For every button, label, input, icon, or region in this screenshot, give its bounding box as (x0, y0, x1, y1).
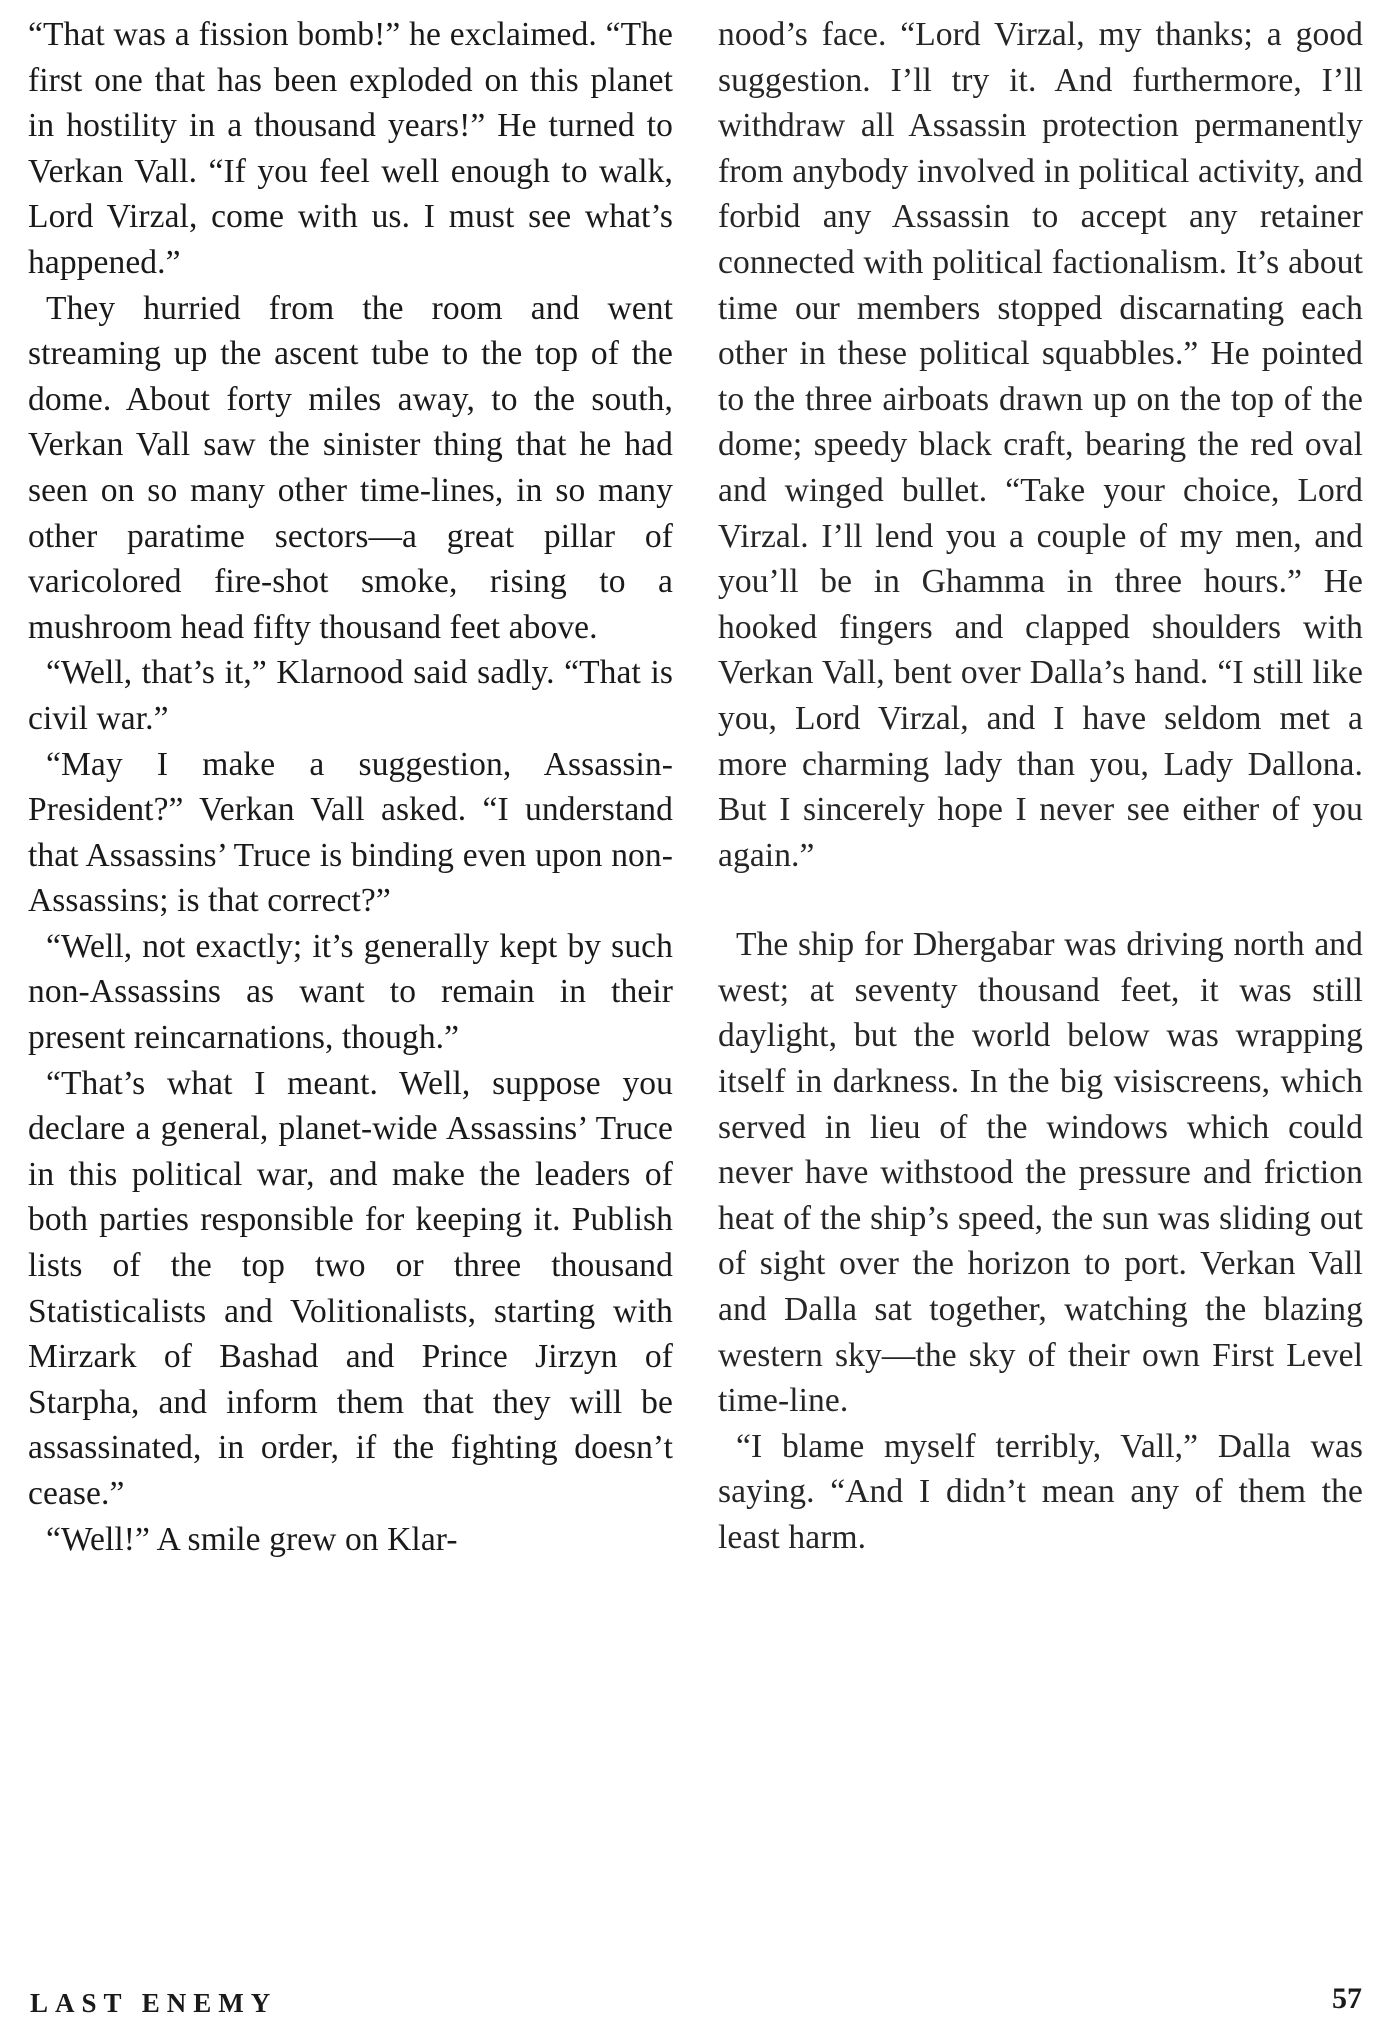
paragraph: “I blame myself terribly, Vall,” Dalla was saying. “And I didn’t mean any of them the least harm. (718, 1427, 1363, 1556)
paragraph: “May I make a suggestion, Assassin-President?” Verkan Vall asked. “I understand that Assassins’ Truce is binding even upon non-Assassins; is that correct?” (28, 745, 673, 920)
paragraph: “Well!” A smile grew on Klar- (46, 1520, 458, 1558)
paragraph: They hurried from the room and went streaming up the ascent tube to the top of the dome. About forty miles away, to the south, Verkan Vall saw the sinister thing that he had seen on so many other time-lines, in so many other paratime sectors—a great pillar of varicolored fire-shot smoke, rising to a mushroom head fifty thousand feet above. (28, 289, 673, 646)
paragraph: “Well, not exactly; it’s generally kept by such non-Assassins as want to remain in their present reincarnations, though.” (28, 927, 673, 1057)
section-break (718, 878, 1363, 922)
running-title: LAST ENEMY (30, 1988, 278, 2018)
paragraph: nood’s face. “Lord Virzal, my thanks; a good suggestion. I’ll try it. And furthermore, I’ll withdraw all Assassin protection permanently from anybody involved in political activity, and forbid any Assassin to accept any retainer connected with political factionalism. It’s about time our members stopped discarnating each other in these political squabbles.” He pointed to the three airboats drawn up on the top of the dome; speedy black craft, bearing the red oval and winged bullet. “Take your choice, Lord Virzal. I’ll lend you a couple of my men, and you’ll be in Ghamma in three hours.” He hooked fingers and clapped shoulders with Verkan Vall, bent over Dalla’s hand. “I still like you, Lord Virzal, and I have seldom met a more charming lady than you, Lady Dallona. But I sincerely hope I never see either of you again.” (718, 16, 1363, 874)
page-number: 57 (1332, 1982, 1362, 2015)
left-column (28, 12, 673, 1562)
paragraph: The ship for Dhergabar was driving north and west; at seventy thousand feet, it was still daylight, but the world below was wrapping itself in darkness. In the big visiscreens, which served in lieu of the windows which could never have withstood the pressure and friction heat of the ship’s speed, the sun was sliding out of sight over the horizon to port. Verkan Vall and Dalla sat together, watching the blazing western sky—the sky of their own First Level time-line. (718, 926, 1363, 1420)
paragraph: “That’s what I meant. Well, suppose you declare a general, planet-wide Assassins’ Truce in this political war, and make the leaders of both parties responsible for keeping it. Publish lists of the top two or three thousand Statisticalists and Volitionalists, starting with Mirzark of Bashad and Prince Jirzyn of Starpha, and inform them that they will be assassinated, in order, if the fighting doesn’t cease.” (28, 1064, 673, 1512)
right-column (718, 12, 1363, 1561)
paragraph: “That was a fission bomb!” he exclaimed. “The first one that has been exploded on this planet in hostility in a thousand years!” He turned to Verkan Vall. “If you feel well enough to walk, Lord Virzal, come with us. I must see what’s happened.” (28, 16, 673, 281)
paragraph: “Well, that’s it,” Klarnood said sadly. “That is civil war.” (28, 654, 673, 737)
